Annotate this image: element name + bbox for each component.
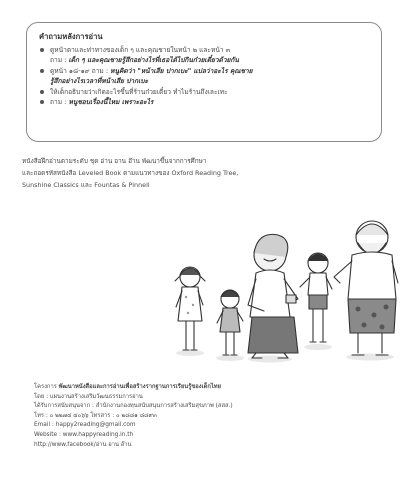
small-girl-figure xyxy=(217,290,243,355)
girl-figure xyxy=(175,267,205,350)
boy-figure xyxy=(300,253,332,342)
list-item: ให้เด็กอธิบายว่าเกิดอะไรขึ้นที่ร้านก๋วยเตี๋ยว ทำไมร้านถึงเละเทะ xyxy=(39,87,371,97)
bearded-man-figure xyxy=(334,221,398,355)
post-reading-questions-box xyxy=(26,22,382,142)
grandmother-figure xyxy=(248,234,298,358)
list-item: ถาม : หนูชอบเรื่องนี้ไหม เพราะอะไร xyxy=(39,97,371,107)
email-text: Email : happy2reading@gmail.com xyxy=(34,422,136,429)
facebook-text: http://www.facebook/อ่าน อาน อ๊าน xyxy=(34,441,132,448)
bullet-icon xyxy=(40,100,44,104)
website-text: Website : www.happyreading.in.th xyxy=(34,431,134,438)
bullet-icon xyxy=(40,48,44,52)
list-item: ดูหน้า ๑๘-๑๙ ถาม : หนูคิดว่า "หน้าเสีย ปากเบะ" แปลว่าอะไร คุณชาย รู้สึกอย่างไรเวลาที่หน้าเสีย ปากเบะ xyxy=(39,66,371,87)
questions-title: คำถามหลังการอ่าน xyxy=(39,32,103,41)
questions-list xyxy=(39,45,371,107)
bullet-icon xyxy=(40,69,44,73)
characters-illustration xyxy=(160,215,400,365)
credits-text: หนังสือฝึกอ่านตามระดับ ชุด อ่าน อาน อ๊าน พัฒนาขึ้นจากการศึกษา และถอดรหัสหนังสือ Leveled Book ตามแนวทางของ Oxford Reading Tree, Sunshine Classics และ Fountas & Pinnell xyxy=(22,157,239,189)
list-item: ดูหน้าตาและท่าทางของเด็ก ๆ และคุณชายในหน้า ๒ และหน้า ๓ ถาม : เด็ก ๆ และคุณชายรู้สึกอย่างไรที่เธอได้ไปกินก๋วยเตี๋ยวด้วยกัน xyxy=(39,45,371,66)
publisher-info: โครงการ พัฒนาหนังสือและการอ่านเพื่อสร้างรากฐานการเรียนรู้ของเด็กไทย โดย : แผนงานสร้างเสริมวัฒนธรรมการอ่าน ได้รับการสนับสนุนจาก : สำนักงานกองทุนสนับสนุนการสร้างเสริมสุขภาพ (สสส.) โทร : ๐ ๒๒๗๔ ๔๐๖๖ โทรสาร : ๐ ๒๘๘๑ ๘๘๙๓ Email : happy2reading@gmail.com Website : www.happyreading.in.th http://www.facebook/อ่าน อาน อ๊าน xyxy=(34,383,374,450)
bullet-icon xyxy=(40,90,44,94)
